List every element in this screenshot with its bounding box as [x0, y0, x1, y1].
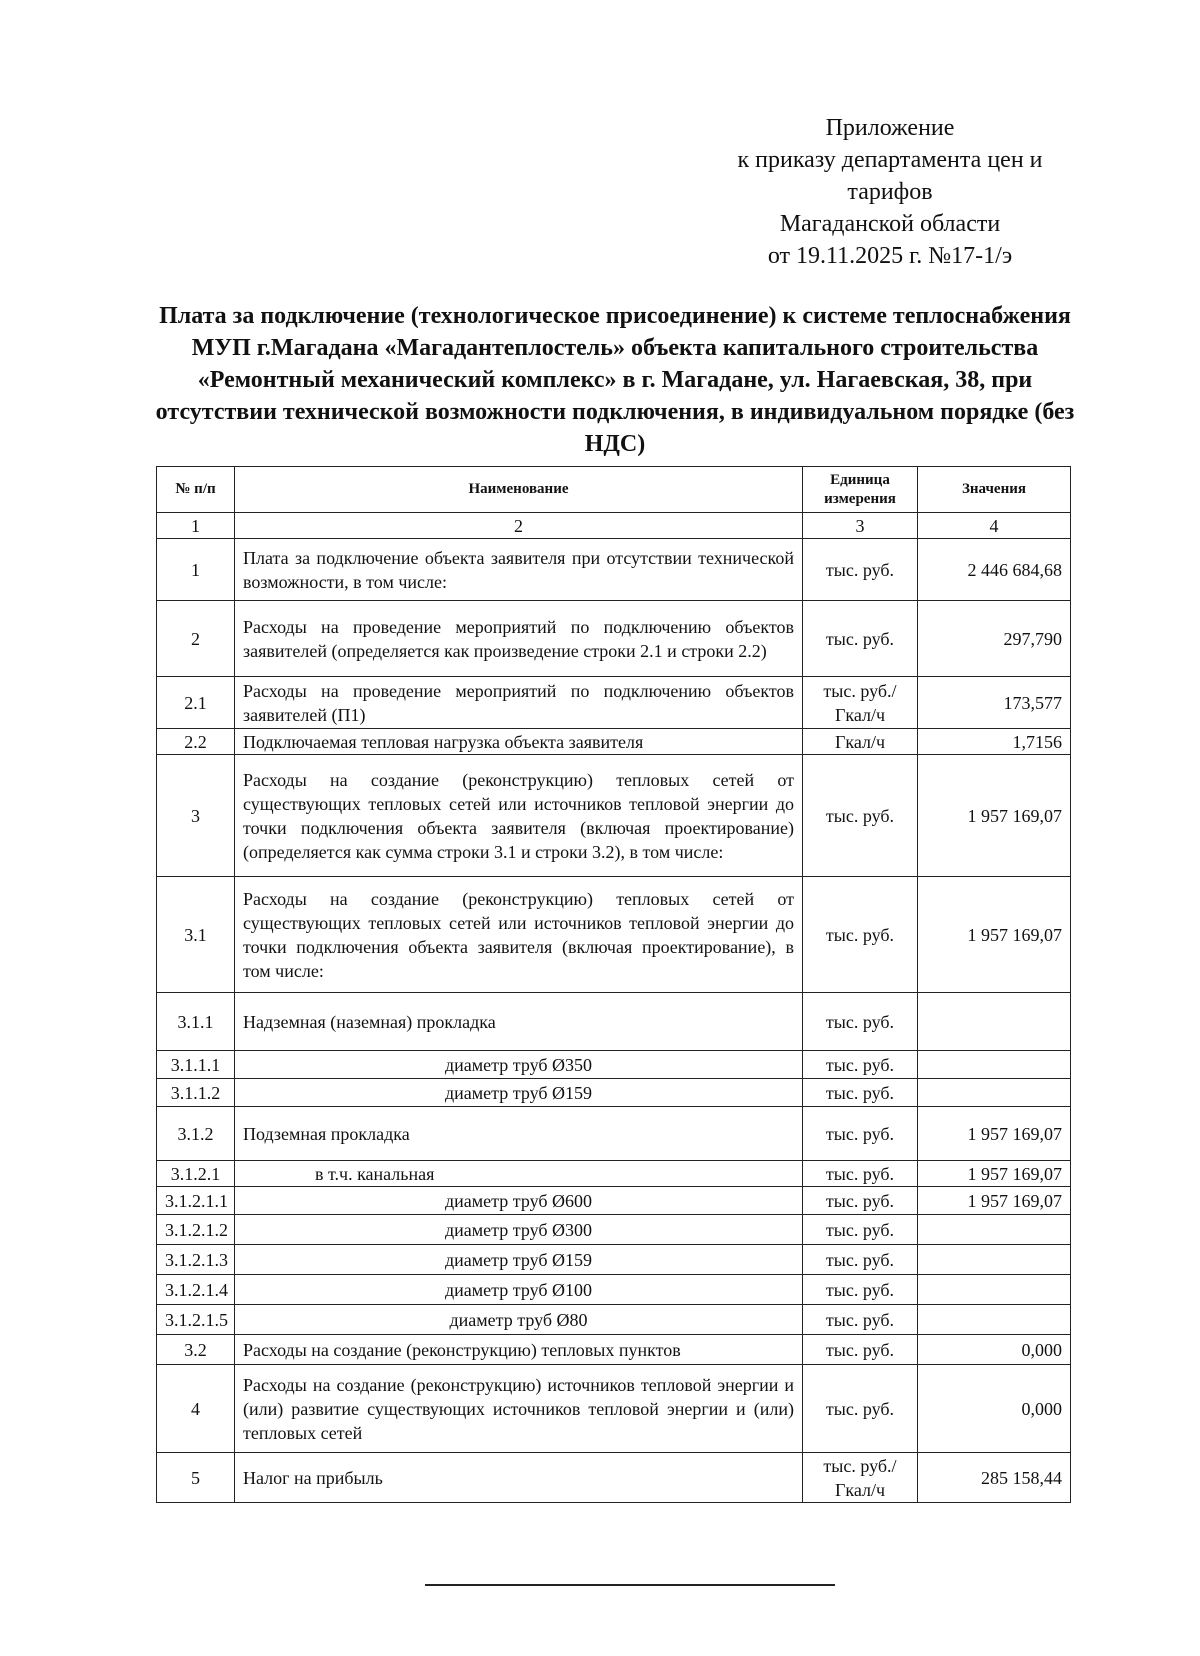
row-value: 1 957 169,07	[918, 755, 1071, 877]
table-row	[157, 1365, 1071, 1453]
row-name: диаметр труб Ø159	[235, 1079, 803, 1107]
row-unit: тыс. руб.	[803, 1107, 918, 1161]
row-unit: тыс. руб.	[803, 1051, 918, 1079]
table-row	[157, 1107, 1071, 1161]
appendix-line: от 19.11.2025 г. №17-1/э	[767, 243, 1013, 269]
row-name: Плата за подключение объекта заявителя при отсутствии технической возможности, в том числе:	[235, 539, 803, 601]
row-value: 285 158,44	[918, 1453, 1071, 1503]
row-unit: тыс. руб.	[803, 1079, 918, 1107]
row-name: Налог на прибыль	[235, 1453, 803, 1503]
row-unit: тыс. руб.	[803, 755, 918, 877]
table-row	[157, 1275, 1071, 1305]
row-name: диаметр труб Ø600	[235, 1187, 803, 1215]
table-row	[157, 1245, 1071, 1275]
row-num: 3.1.1	[157, 993, 235, 1051]
row-num: 3.1.1.1	[157, 1051, 235, 1079]
table-row	[157, 877, 1071, 993]
row-num: 3.1.2.1.3	[157, 1245, 235, 1275]
col-number: 3	[803, 513, 918, 539]
row-unit: тыс. руб.	[803, 1215, 918, 1245]
row-num: 3.1.2.1.1	[157, 1187, 235, 1215]
row-num: 3.1.2.1.5	[157, 1305, 235, 1335]
row-unit: тыс. руб.	[803, 1161, 918, 1187]
row-num: 3.1.2.1.2	[157, 1215, 235, 1245]
appendix-line: к приказу департамента цен и	[737, 147, 1043, 173]
row-name: Расходы на проведение мероприятий по подключению объектов заявителей (П1)	[235, 677, 803, 729]
document-title: Плата за подключение (технологическое присоединение) к системе теплоснабжения МУП г.Магадана «Магадантеплостель» объекта капитального строительства «Ремонтный механический комплекс» в г. Магадане, ул. Нагаевская, 38, при отсутствии технической возможности подключения, в индивидуальном порядке (без НДС)	[155, 303, 1075, 457]
appendix-line: Магаданской области	[779, 211, 1001, 237]
row-value	[918, 1215, 1071, 1245]
row-name: Подключаемая тепловая нагрузка объекта заявителя	[235, 729, 803, 755]
row-value: 0,000	[918, 1335, 1071, 1365]
row-unit: тыс. руб.	[803, 1275, 918, 1305]
row-name: диаметр труб Ø350	[235, 1051, 803, 1079]
row-num: 3.1.2	[157, 1107, 235, 1161]
row-value: 1 957 169,07	[918, 1107, 1071, 1161]
col-number: 2	[235, 513, 803, 539]
table-row	[157, 1079, 1071, 1107]
row-unit: тыс. руб./ Гкал/ч	[803, 1453, 918, 1503]
row-value: 0,000	[918, 1365, 1071, 1453]
row-unit: тыс. руб.	[803, 601, 918, 677]
table-row	[157, 1187, 1071, 1215]
row-name: Подземная прокладка	[235, 1107, 803, 1161]
row-num: 3.1.1.2	[157, 1079, 235, 1107]
row-unit: тыс. руб.	[803, 1305, 918, 1335]
row-unit: тыс. руб./ Гкал/ч	[803, 677, 918, 729]
row-num: 5	[157, 1453, 235, 1503]
row-name: Расходы на создание (реконструкцию) источников тепловой энергии и (или) развитие существующих источников тепловой энергии и (или) тепловых сетей	[235, 1365, 803, 1453]
row-unit: тыс. руб.	[803, 1335, 918, 1365]
table-row	[157, 677, 1071, 729]
row-num: 3.1	[157, 877, 235, 993]
row-unit: Гкал/ч	[803, 729, 918, 755]
col-number: 1	[157, 513, 235, 539]
row-value: 1 957 169,07	[918, 877, 1071, 993]
bottom-divider	[425, 1584, 835, 1586]
row-value	[918, 1305, 1071, 1335]
table-row	[157, 729, 1071, 755]
row-unit: тыс. руб.	[803, 1245, 918, 1275]
table-row	[157, 1335, 1071, 1365]
row-num: 1	[157, 539, 235, 601]
row-unit: тыс. руб.	[803, 877, 918, 993]
appendix-line: Приложение	[825, 115, 955, 141]
table-row	[157, 1215, 1071, 1245]
row-name: диаметр труб Ø80	[235, 1305, 803, 1335]
row-value: 2 446 684,68	[918, 539, 1071, 601]
header-value: Значения	[918, 467, 1071, 513]
row-name: диаметр труб Ø300	[235, 1215, 803, 1245]
row-value: 1 957 169,07	[918, 1187, 1071, 1215]
row-name: в т.ч. канальная	[235, 1161, 803, 1187]
col-number: 4	[918, 513, 1071, 539]
row-name: Надземная (наземная) прокладка	[235, 993, 803, 1051]
row-name: Расходы на проведение мероприятий по подключению объектов заявителей (определяется как произведение строки 2.1 и строки 2.2)	[235, 601, 803, 677]
row-num: 2.1	[157, 677, 235, 729]
table-row	[157, 755, 1071, 877]
row-name: Расходы на создание (реконструкцию) тепловых сетей от существующих тепловых сетей или источников тепловой энергии до точки подключения объекта заявителя (включая проектирование) (определяется как сумма строки 3.1 и строки 3.2), в том числе:	[235, 755, 803, 877]
table-row	[157, 539, 1071, 601]
row-name: Расходы на создание (реконструкцию) тепловых пунктов	[235, 1335, 803, 1365]
table-row	[157, 1051, 1071, 1079]
row-unit: тыс. руб.	[803, 993, 918, 1051]
row-name: диаметр труб Ø100	[235, 1275, 803, 1305]
appendix-block	[660, 112, 1120, 272]
row-value: 1,7156	[918, 729, 1071, 755]
table-row	[157, 1161, 1071, 1187]
row-value: 1 957 169,07	[918, 1161, 1071, 1187]
row-unit: тыс. руб.	[803, 539, 918, 601]
header-row	[157, 467, 1071, 513]
row-name: диаметр труб Ø159	[235, 1245, 803, 1275]
table-row	[157, 1453, 1071, 1503]
header-unit: Единица измерения	[803, 467, 918, 513]
row-num: 2	[157, 601, 235, 677]
header-num: № п/п	[157, 467, 235, 513]
row-num: 3.1.2.1.4	[157, 1275, 235, 1305]
row-num: 2.2	[157, 729, 235, 755]
row-num: 3	[157, 755, 235, 877]
row-value	[918, 1051, 1071, 1079]
table-row	[157, 993, 1071, 1051]
row-unit: тыс. руб.	[803, 1365, 918, 1453]
tariff-table	[156, 466, 1071, 1503]
row-unit: тыс. руб.	[803, 1187, 918, 1215]
column-number-row	[157, 513, 1071, 539]
row-name: Расходы на создание (реконструкцию) тепловых сетей от существующих тепловых сетей или источников тепловой энергии до точки подключения объекта заявителя (включая проектирование), в том числе:	[235, 877, 803, 993]
header-name: Наименование	[235, 467, 803, 513]
row-value	[918, 1275, 1071, 1305]
appendix-line: тарифов	[847, 179, 933, 205]
row-num: 3.1.2.1	[157, 1161, 235, 1187]
table-row	[157, 601, 1071, 677]
row-value: 297,790	[918, 601, 1071, 677]
row-num: 4	[157, 1365, 235, 1453]
row-value	[918, 993, 1071, 1051]
table-row	[157, 1305, 1071, 1335]
row-value: 173,577	[918, 677, 1071, 729]
row-value	[918, 1245, 1071, 1275]
row-num: 3.2	[157, 1335, 235, 1365]
row-value	[918, 1079, 1071, 1107]
